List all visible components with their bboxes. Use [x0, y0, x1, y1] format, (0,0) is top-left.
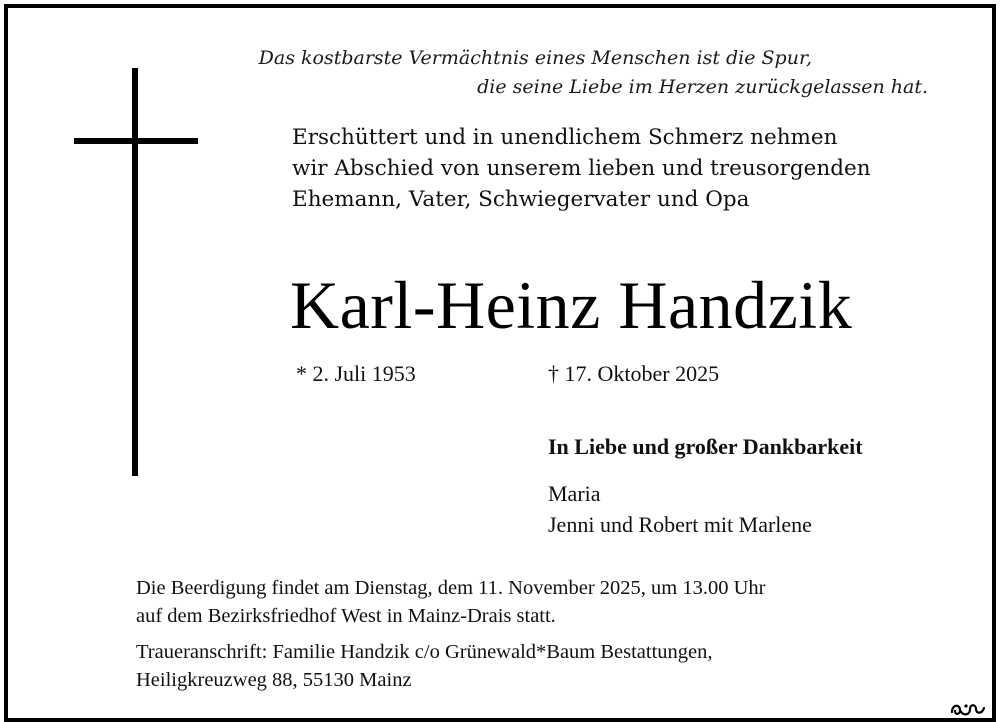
funeral-line-1: Die Beerdigung findet am Dienstag, dem 11. November 2025, um 13.00 Uhr	[136, 577, 766, 599]
deceased-name: Karl-Heinz Handzik	[290, 267, 853, 343]
address-line-2: Heiligkreuzweg 88, 55130 Mainz	[136, 669, 412, 691]
intro-text	[292, 122, 871, 215]
mourning-address	[136, 638, 713, 694]
birth-date: * 2. Juli 1953	[296, 361, 416, 386]
cross-horizontal-bar	[74, 138, 198, 144]
obituary-notice	[4, 4, 996, 722]
gratitude-heading: In Liebe und großer Dankbarkeit	[548, 434, 863, 459]
intro-line-2: wir Abschied von unserem lieben und treusorgenden	[292, 156, 871, 181]
address-line-1: Traueranschrift: Familie Handzik c/o Grünewald*Baum Bestattungen,	[136, 641, 713, 663]
intro-line-3: Ehemann, Vater, Schwiegervater und Opa	[292, 187, 750, 212]
mourners-list	[548, 478, 812, 540]
ornament-icon	[948, 698, 988, 720]
cross-vertical-bar	[132, 68, 138, 476]
funeral-line-2: auf dem Bezirksfriedhof West in Mainz-Drais statt.	[136, 605, 556, 627]
mourner-item: Maria	[548, 481, 601, 506]
memorial-quote	[259, 44, 928, 102]
intro-line-1: Erschüttert und in unendlichem Schmerz nehmen	[292, 125, 838, 150]
quote-line-1: Das kostbarste Vermächtnis eines Menschen ist die Spur,	[258, 47, 812, 69]
funeral-details	[136, 574, 765, 630]
quote-line-2: die seine Liebe im Herzen zurückgelassen hat.	[477, 76, 928, 98]
death-date: † 17. Oktober 2025	[548, 361, 720, 386]
mourner-item: Jenni und Robert mit Marlene	[548, 512, 812, 537]
